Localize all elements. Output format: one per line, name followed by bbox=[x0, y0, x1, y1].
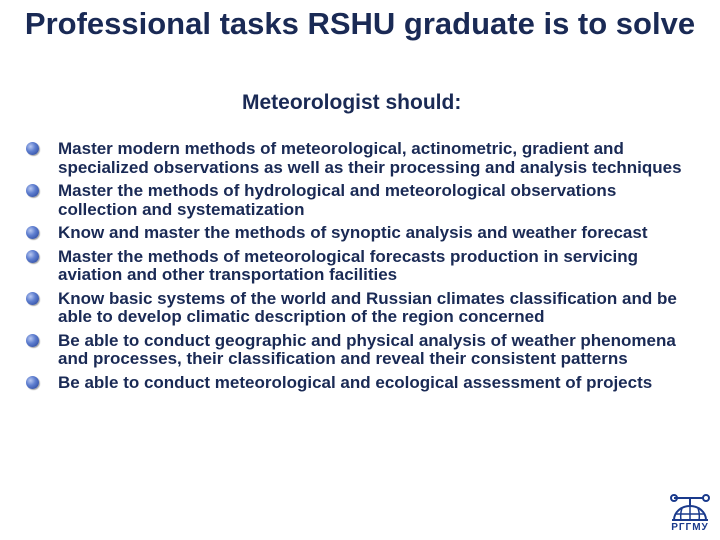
bullet-list bbox=[24, 140, 694, 397]
list-item bbox=[24, 332, 694, 369]
logo-text: РГГМУ bbox=[671, 522, 709, 533]
bullet-text: Master the methods of hydrological and meteorological observations collection and systematization bbox=[58, 181, 617, 219]
bullet-text: Know basic systems of the world and Russian climates classification and be able to develop climatic description of the region concerned bbox=[58, 288, 677, 326]
slide-subtitle: Meteorologist should: bbox=[242, 91, 462, 114]
bullet-icon bbox=[26, 184, 39, 197]
slide-title: Professional tasks RSHU graduate is to solve bbox=[24, 6, 696, 41]
list-item bbox=[24, 182, 694, 219]
list-item bbox=[24, 224, 694, 243]
bullet-text: Be able to conduct geographic and physical analysis of weather phenomena and processes, their classification and reveal their consistent patterns bbox=[58, 330, 676, 368]
bullet-icon bbox=[26, 226, 39, 239]
bullet-text: Be able to conduct meteorological and ecological assessment of projects bbox=[58, 372, 653, 392]
bullet-text: Master the methods of meteorological forecasts production in servicing aviation and other transportation facilities bbox=[58, 246, 639, 284]
bullet-icon bbox=[26, 334, 39, 347]
bullet-text: Know and master the methods of synoptic analysis and weather forecast bbox=[58, 223, 648, 242]
bullet-icon bbox=[26, 142, 39, 155]
list-item bbox=[24, 374, 694, 393]
list-item bbox=[24, 248, 694, 285]
bullet-icon bbox=[26, 376, 39, 389]
list-item bbox=[24, 290, 694, 327]
bullet-icon bbox=[26, 292, 39, 305]
list-item bbox=[24, 140, 694, 177]
bullet-text: Master modern methods of meteorological, actinometric, gradient and specialized observations as well as their processing and analysis techniques bbox=[58, 139, 682, 177]
bullet-icon bbox=[26, 250, 39, 263]
